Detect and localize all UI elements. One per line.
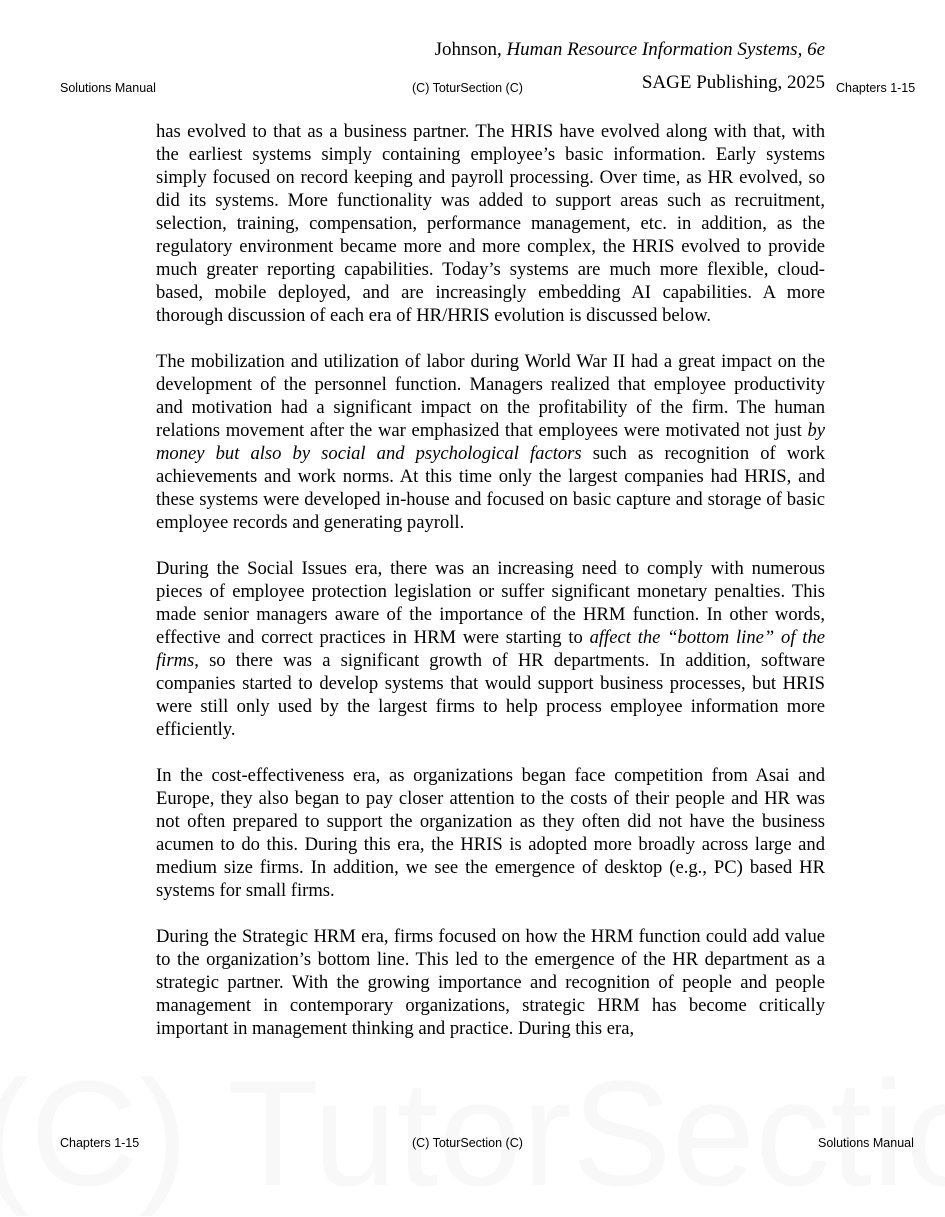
emphasis-text: by money but also by social and psychological factors [156,420,825,464]
paragraph-social-issues: During the Social Issues era, there was an increasing need to comply with numerous pieces of employee protection legislation or suffer significant monetary penalties. This made senior managers aware of the importance of the HRM function. In other words, effective and correct practices in HRM were starting to affect the “bottom line” of the firms, so there was a significant growth of HR departments. In addition, software companies started to develop systems that would support business processes, but HRIS were still only used by the largest firms to help process employee information more efficiently. [156,558,825,740]
book-citation [435,39,825,61]
publisher-line: SAGE Publishing, 2025 [641,72,825,93]
paragraph-hr-evolution: has evolved to that as a business partner. The HRIS have evolved along with that, with the earliest systems simply containing employee’s basic information. Early systems simply focused on record keeping and payroll processing. Over time, as HR evolved, so did its systems. More functionality was added to support areas such as recruitment, selection, training, compensation, performance management, etc. in addition, as the regulatory environment became more and more complex, the HRIS evolved to provide much greater reporting capabilities. Today’s systems are much more flexible, cloud-based, mobile deployed, and are increasingly embedding AI capabilities. A more thorough discussion of each era of HR/HRIS evolution is discussed below. [156,121,825,326]
paragraph-cost-effectiveness: In the cost-effectiveness era, as organizations began face competition from Asai and Europe, they also began to pay closer attention to the costs of their people and HR was not often prepared to support the organization as they often did not have the business acumen to do this. During this era, the HRIS is adopted more broadly across large and medium size firms. In addition, we see the emergence of desktop (e.g., PC) based HR systems for small firms. [156,765,825,901]
book-title: Human Resource Information Systems, 6e [506,39,825,60]
header-center-label: (C) ToturSection (C) [412,81,523,95]
header-right-label: Chapters 1-15 [836,81,916,95]
footer-center-label: (C) ToturSection (C) [412,1136,523,1150]
watermark [0,1058,945,1208]
footer-right-label: Solutions Manual [818,1136,914,1150]
footer-left-label: Chapters 1-15 [60,1136,140,1150]
author-name: Johnson, [434,39,507,60]
page-body [156,120,825,1040]
paragraph-strategic-hrm: During the Strategic HRM era, firms focused on how the HRM function could add value to the organization’s bottom line. This led to the emergence of the HR department as a strategic partner. With the growing importance and recognition of people and people management in contemporary organizations, strategic HRM has become critically important in management thinking and practice. During this era, [156,926,825,1039]
paragraph-world-war-ii: The mobilization and utilization of labor during World War II had a great impact on the development of the personnel function. Managers realized that employee productivity and motivation had a significant impact on the profitability of the firm. The human relations movement after the war emphasized that employees were motivated not just by money but also by social and psychological factors such as recognition of work achievements and work norms. At this time only the largest companies had HRIS, and these systems were developed in-house and focused on basic capture and storage of basic employee records and generating payroll. [156,351,825,533]
header-left-label: Solutions Manual [60,81,156,95]
emphasis-text: affect the “bottom line” of the firms [156,627,825,671]
